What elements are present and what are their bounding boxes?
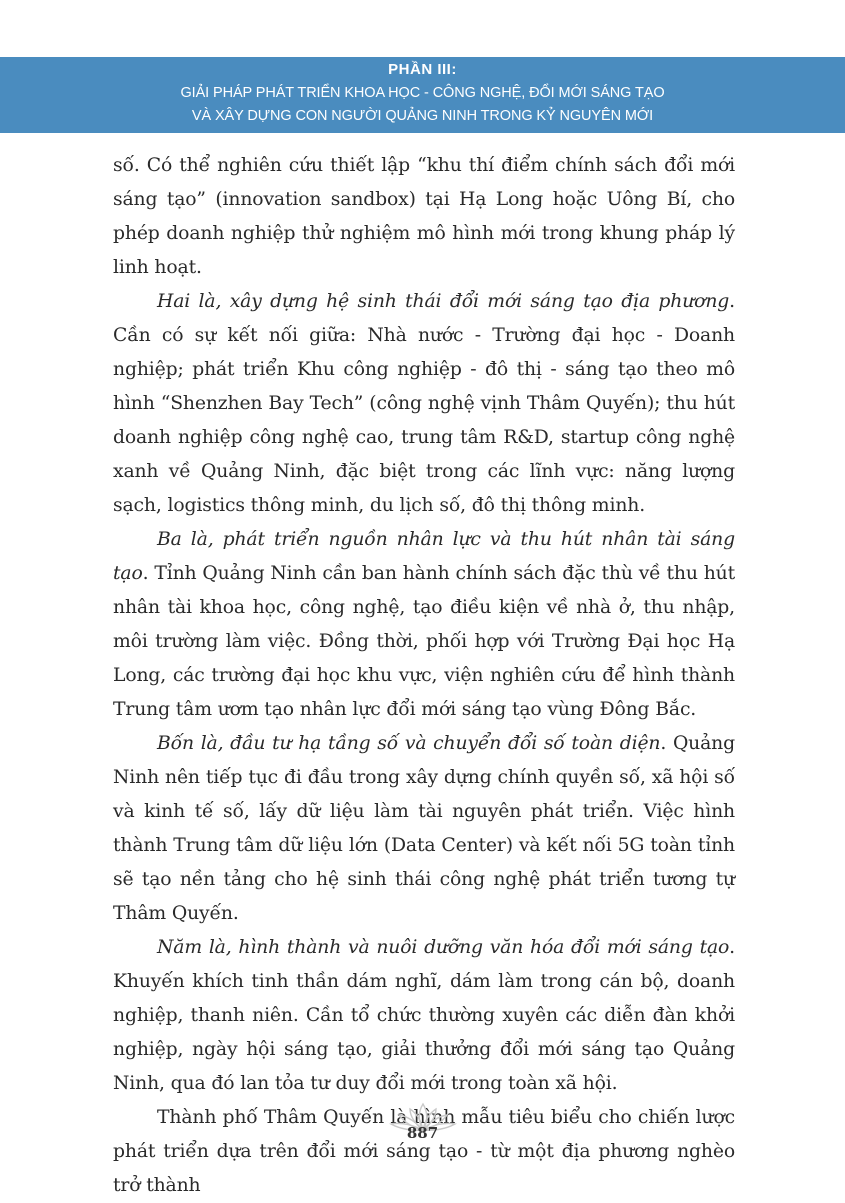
body-text — [113, 149, 735, 1203]
section-subtitle-line-2: VÀ XÂY DỰNG CON NGƯỜI QUẢNG NINH TRONG KỶ NGUYÊN MỚI — [191, 108, 654, 124]
page-footer — [0, 1098, 845, 1158]
paragraph-lead: Hai là, xây dựng hệ sinh thái đổi mới sáng tạo địa phương — [157, 291, 730, 312]
paragraph-lead: Năm là, hình thành và nuôi dưỡng văn hóa đổi mới sáng tạo — [157, 937, 730, 958]
paragraph-text: . Quảng Ninh nên tiếp tục đi đầu trong xây dựng chính quyền số, xã hội số và kinh tế số, lấy dữ liệu làm tài nguyên phát triển. Việc hình thành Trung tâm dữ liệu lớn (Data Center) và kết nối 5G toàn tỉnh sẽ tạo nền tảng cho hệ sinh thái công nghệ phát triển tương tự Thâm Quyến. — [113, 733, 735, 924]
paragraph-5 — [113, 931, 735, 1101]
paragraph-text: số. Có thể nghiên cứu thiết lập “khu thí điểm chính sách đổi mới sáng tạo” (innovation sandbox) tại Hạ Long hoặc Uông Bí, cho phép doanh nghiệp thử nghiệm mô hình mới trong khung pháp lý linh hoạt. — [113, 155, 735, 278]
page-number: 887 — [406, 1124, 439, 1142]
section-subtitle-line-1: GIẢI PHÁP PHÁT TRIỂN KHOA HỌC - CÔNG NGHỆ, ĐỔI MỚI SÁNG TẠO — [180, 85, 665, 101]
section-header-band — [0, 57, 845, 133]
paragraph-lead: Bốn là, đầu tư hạ tầng số và chuyển đổi số toàn diện — [157, 733, 661, 754]
paragraph-4 — [113, 727, 735, 931]
paragraph-3 — [113, 523, 735, 727]
section-title: PHẦN III: — [388, 61, 457, 78]
paragraph-text: Thành phố Thâm Quyến là hình mẫu tiêu biểu cho chiến lược phát triển dựa trên đổi mới sáng tạo - từ một địa phương nghèo trở thành — [113, 1107, 735, 1196]
paragraph-2 — [113, 285, 735, 523]
paragraph-text: . Cần có sự kết nối giữa: Nhà nước - Trường đại học - Doanh nghiệp; phát triển Khu công nghiệp - đô thị - sáng tạo theo mô hình “Shenzhen Bay Tech” (công nghệ vịnh Thâm Quyến); thu hút doanh nghiệp công nghệ cao, trung tâm R&D, startup công nghệ xanh về Quảng Ninh, đặc biệt trong các lĩnh vực: năng lượng sạch, logistics thông minh, du lịch số, đô thị thông minh. — [113, 291, 735, 516]
paragraph-text: . Khuyến khích tinh thần dám nghĩ, dám làm trong cán bộ, doanh nghiệp, thanh niên. Cần tổ chức thường xuyên các diễn đàn khởi nghiệp, ngày hội sáng tạo, giải thưởng đổi mới sáng tạo Quảng Ninh, qua đó lan tỏa tư duy đổi mới trong toàn xã hội. — [113, 937, 735, 1094]
paragraph-1 — [113, 149, 735, 285]
paragraph-lead: Ba là, phát triển nguồn nhân lực và thu hút nhân tài sáng tạo — [113, 529, 735, 584]
paragraph-text: . Tỉnh Quảng Ninh cần ban hành chính sách đặc thù về thu hút nhân tài khoa học, công nghệ, tạo điều kiện về nhà ở, thu nhập, môi trường làm việc. Đồng thời, phối hợp với Trường Đại học Hạ Long, các trường đại học khu vực, viện nghiên cứu để hình thành Trung tâm ươm tạo nhân lực đổi mới sáng tạo vùng Đông Bắc. — [113, 563, 735, 720]
